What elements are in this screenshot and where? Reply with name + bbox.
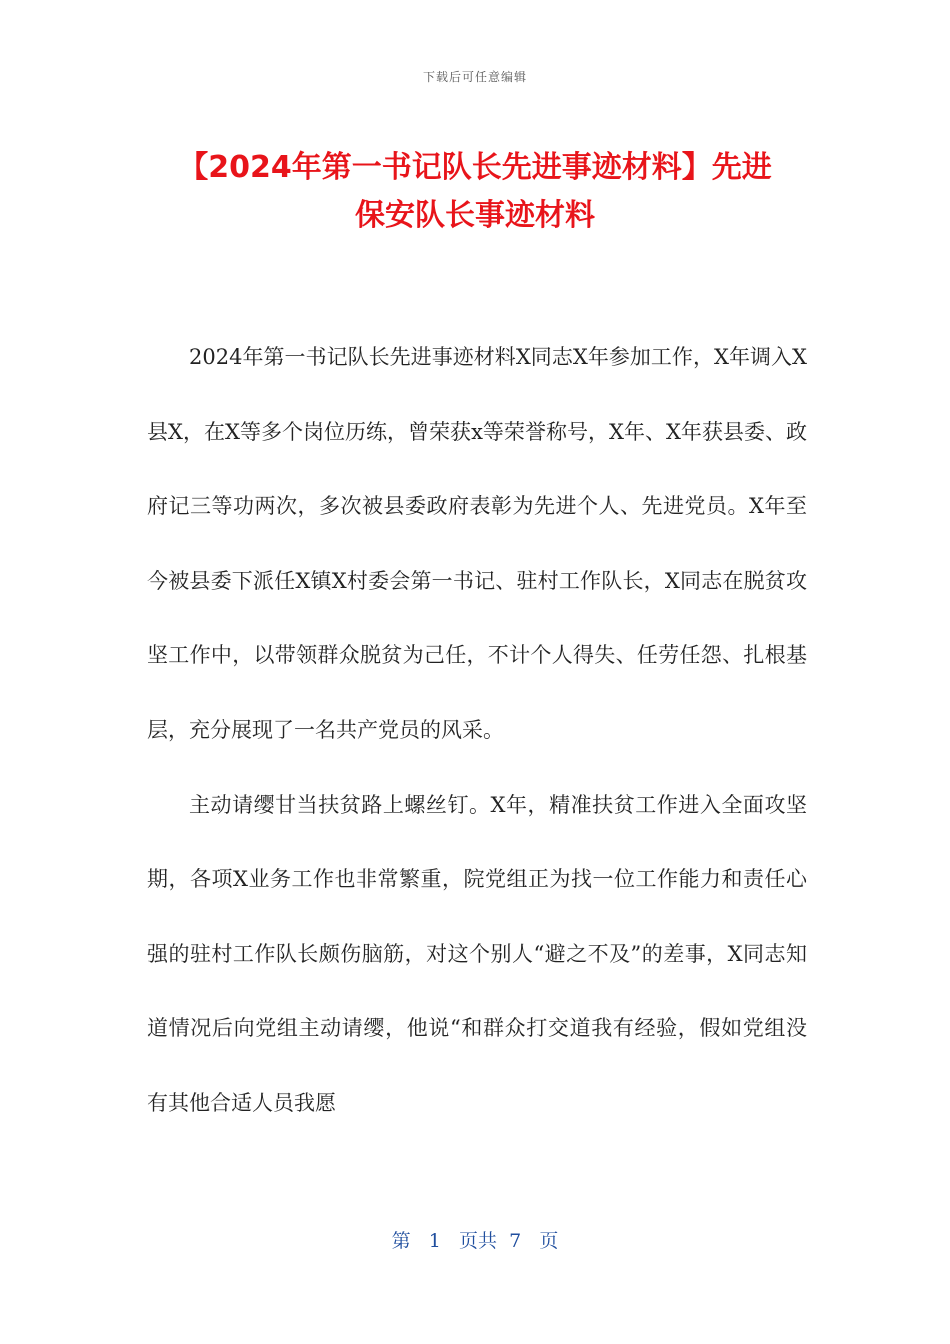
document-title bbox=[140, 144, 810, 240]
footer-middle: 页共 bbox=[459, 1230, 498, 1252]
page-footer bbox=[0, 1226, 950, 1253]
document-body bbox=[147, 320, 807, 1141]
footer-total-pages: 7 bbox=[509, 1230, 522, 1252]
title-line-1: 【2024年第一书记队长先进事迹材料】先进 bbox=[178, 150, 772, 185]
paragraph-1: 2024年第一书记队长先进事迹材料X同志X年参加工作，X年调入X县X，在X等多个岗位历练，曾荣获x等荣誉称号，X年、X年获县委、政府记三等功两次，多次被县委政府表彰为先进个人、先进党员。X年至今被县委下派任X镇X村委会第一书记、驻村工作队长，X同志在脱贫攻坚工作中，以带领群众脱贫为己任，不计个人得失、任劳任怨、扎根基层，充分展现了一名共产党员的风采。 bbox=[147, 345, 807, 742]
footer-suffix: 页 bbox=[539, 1230, 559, 1252]
footer-current-page: 1 bbox=[428, 1230, 441, 1252]
header-note: 下载后可任意编辑 bbox=[422, 70, 527, 84]
footer-prefix: 第 bbox=[391, 1230, 411, 1252]
title-line-2: 保安队长事迹材料 bbox=[355, 198, 595, 233]
paragraph-2: 主动请缨甘当扶贫路上螺丝钉。X年，精准扶贫工作进入全面攻坚期，各项X业务工作也非常繁重，院党组正为找一位工作能力和责任心强的驻村工作队长颇伤脑筋，对这个别人“避之不及”的差事，X同志知道情况后向党组主动请缨，他说“和群众打交道我有经验，假如党组没有其他合适人员我愿 bbox=[147, 792, 807, 1115]
